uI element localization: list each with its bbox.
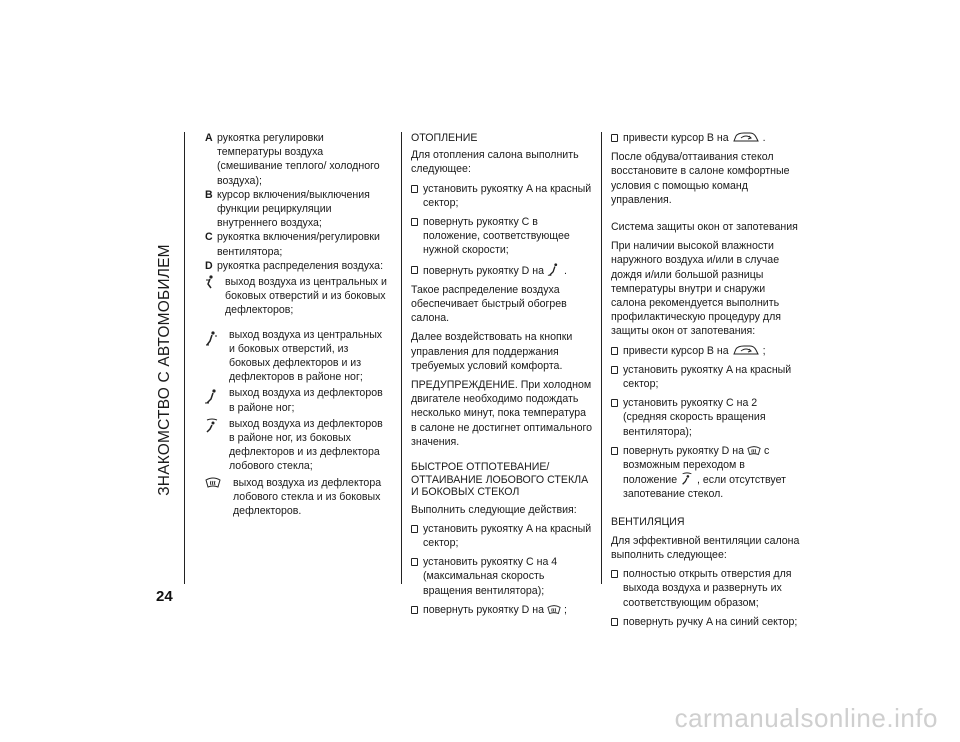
step-text: установить рукоятку A на красный сектор; [423,182,592,209]
fast-defrost-intro: Выполнить следующие действия: [411,503,577,516]
bullet-box [611,447,618,455]
recirculation-step [611,131,801,145]
feet-defrost-vent-icon [680,472,694,486]
heating-note: Далее воздействовать на кнопки управления для поддержания требуемых условий комфорта. [411,331,573,372]
bullet-box [611,347,618,355]
heating-note: Такое распределение воздуха обеспечивает быстрый обогрев салона. [411,283,567,325]
legend-text: курсор включения/выключения функции рециркуляции внутреннего воздуха; [217,188,370,230]
feet-defrost-vent-icon [205,418,219,434]
heating-step [411,215,593,258]
air-mode-text: выход воздуха из дефлекторов в районе ног, из боковых дефлекторов и из дефлектора лобового стекла; [229,417,383,473]
step-text: привести курсор B на [623,344,729,357]
bullet-box [611,366,618,374]
ventilation-column [611,131,801,629]
air-mode-windshield [205,476,387,519]
fast-defrost-step [411,603,593,617]
feet-vent-icon [205,389,219,405]
bullet-box [611,618,618,626]
bullet-box [411,525,418,533]
anti-fog-step [611,396,801,439]
anti-fog-intro: При наличии высокой влажности наружного воздуха и/или в случае дождя и/или большой разницы температуры внутри и снаружи салона рекомендуется выполнить профилактическую процедуру для защиты окон от запотевания: [611,240,781,338]
air-mode-text: выход воздуха из центральных и боковых отверстий, из боковых дефлекторов и из дефлекторов в районе ног; [229,328,383,384]
legend-item-b [205,188,387,231]
heating-title: ОТОПЛЕНИЕ [411,132,478,144]
fast-defrost-step [411,522,593,550]
air-mode-face-feet [205,328,387,385]
legend-text: рукоятка включения/регулировки вентилятора; [217,231,380,258]
step-text: установить рукоятку C на 4 (максимальная скорость вращения вентилятора); [423,556,558,597]
heating-warning: ПРЕДУПРЕЖДЕНИЕ. При холодном двигателе необходимо подождать несколько минут, пока температура в салоне не достигнет оптимального значения. [411,379,593,448]
after-defrost-text: После обдува/оттаивания стекол восстановите в салоне комфортные условия с помощью команд управления. [611,151,790,206]
anti-fog-step [611,363,801,391]
bullet-box [611,134,618,142]
air-mode-text: выход воздуха из дефлектора лобового стекла и из боковых дефлекторов. [233,476,382,518]
ventilation-step [611,615,801,629]
fast-defrost-title: БЫСТРОЕ ОТПОТЕВАНИЕ/ОТТАИВАНИЕ ЛОБОВОГО СТЕКЛА И БОКОВЫХ СТЕКОЛ [411,461,589,499]
step-text: повернуть рукоятку D на [423,603,545,616]
legend-text: рукоятка распределения воздуха: [217,259,384,272]
windshield-defrost-icon [747,445,761,457]
legend-item-d [205,259,387,273]
bullet-box [411,218,418,226]
step-text: установить рукоятку C на 2 (средняя скорость вращения вентилятора); [623,397,766,438]
air-mode-face [205,275,387,318]
legend-letter: A [205,132,213,144]
heating-column [411,131,593,617]
ventilation-intro: Для эффективной вентиляции салона выполнить следующее: [611,534,800,562]
step-text-end: . [563,264,567,277]
step-text-end: . [762,132,766,144]
legend-column [205,131,387,518]
legend-item-c [205,230,387,258]
step-text: повернуть рукоятку D на [423,264,545,277]
column-divider-right [601,132,602,584]
page-number: 24 [156,588,173,605]
legend-item-a [205,131,387,188]
step-text: повернуть рукоятку C в положение, соответствующее нужной скорости; [423,216,570,257]
face-vent-icon [205,275,215,289]
legend-letter: C [205,231,213,244]
heating-step [411,263,593,278]
bullet-box [611,399,618,407]
heating-intro: Для отопления салона выполнить следующее: [411,149,579,176]
face-feet-vent-icon [205,331,219,347]
feet-vent-icon [547,263,561,277]
watermark-text: carmanualsonline.info [674,703,938,733]
air-mode-text: выход воздуха из дефлекторов в районе ног; [229,387,383,414]
air-mode-text: выход воздуха из центральных и боковых отверстий и из боковых дефлекторов; [225,276,387,317]
air-mode-feet [205,386,387,414]
bullet-box [611,570,618,578]
recirculation-car-icon [732,344,760,357]
legend-text: рукоятка регулировки температуры воздуха (смешивание теплого/ холодного воздуха); [217,132,380,187]
step-text-end: , если отсутствует запотевание стекол. [623,474,786,501]
windshield-defrost-icon [547,604,561,616]
step-text: повернуть рукоятку D на [623,444,745,457]
anti-fog-step [611,344,801,358]
column-divider-middle [401,132,402,584]
step-text: повернуть ручку A на синий сектор; [623,615,798,628]
anti-fog-step [611,444,801,502]
anti-fog-title: Система защиты окон от запотевания [611,221,798,234]
column-divider-left [184,132,185,584]
step-text: полностью открыть отверстия для выхода воздуха и развернуть их соответствующим образом; [623,568,792,609]
legend-letter: B [205,188,213,201]
windshield-defrost-icon [205,477,221,489]
ventilation-title: ВЕНТИЛЯЦИЯ [611,515,685,528]
step-text-end: ; [563,603,567,616]
step-text: установить рукоятку A на красный сектор; [423,522,592,549]
step-text: привести курсор B на [623,132,729,144]
bullet-box [411,185,418,193]
air-mode-feet-defrost [205,417,387,474]
bullet-box [411,266,418,274]
step-text-mid: с возможным переходом в положение [623,444,770,487]
fast-defrost-step [411,555,593,598]
heating-step [411,182,593,210]
ventilation-step [611,567,801,610]
recirculation-car-icon [732,131,760,144]
step-text: установить рукоятку A на красный сектор; [623,363,792,391]
legend-letter: D [205,259,213,272]
bullet-box [411,606,418,614]
bullet-box [411,558,418,566]
chapter-side-title-text: ЗНАКОМСТВО С АВТОМОБИЛЕМ [156,244,173,496]
step-text-end: ; [762,344,766,357]
